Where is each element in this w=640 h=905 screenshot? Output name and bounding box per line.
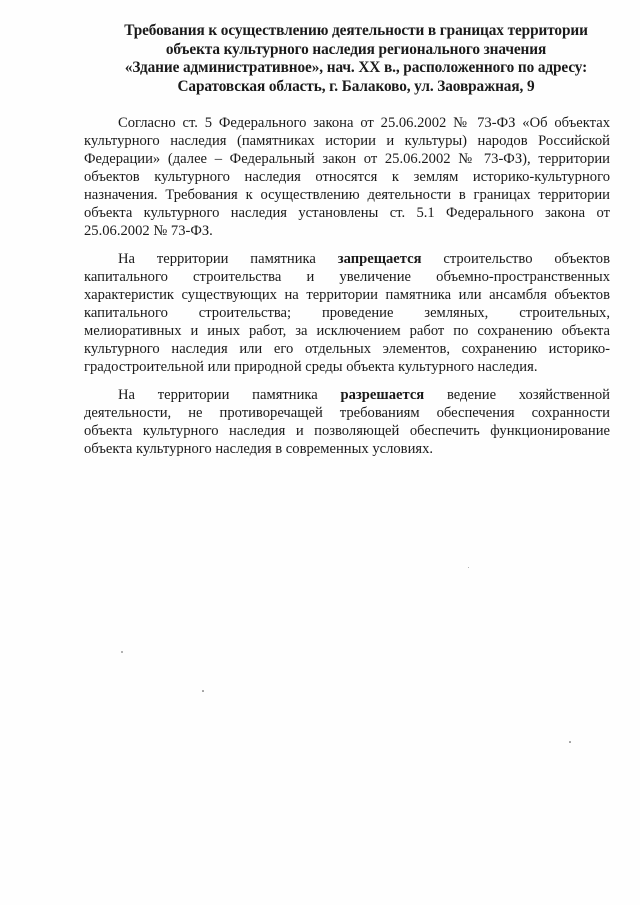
text-span: На территории памятника (118, 387, 318, 403)
text-span: строительство объектов (443, 251, 610, 267)
text-span: ведение хозяйственной (446, 387, 610, 403)
paragraph-line (84, 386, 610, 404)
permitted-keyword: разрешается (340, 387, 425, 403)
title-line: объекта культурного наследия регионального значения (165, 40, 547, 58)
paragraph-line: объекта культурного наследия установлены ст. 5.1 Федерального закона от (84, 205, 610, 221)
paragraph-legal-basis (84, 114, 610, 240)
paragraph-line: Федерации» (далее – Федеральный закон от 25.06.2002 № 73-ФЗ), территории (84, 151, 610, 167)
title-line: Саратовская область, г. Балаково, ул. Заовражная, 9 (177, 77, 535, 95)
document-title (95, 22, 617, 96)
paragraph-line: 25.06.2002 № 73-ФЗ. (84, 223, 213, 239)
title-line: «Здание административное», нач. XX в., расположенного по адресу: (124, 59, 588, 76)
paragraph-line: градостроительной или природной среды объекта культурного наследия. (84, 359, 538, 375)
paragraph-line: Согласно ст. 5 Федерального закона от 25.06.2002 № 73-ФЗ «Об объектах (118, 115, 610, 131)
title-line: Требования к осуществлению деятельности в границах территории (124, 22, 588, 39)
paragraph-line: мелиоративных и иных работ, за исключением работ по сохранению объекта (84, 323, 610, 339)
paragraph-line: объектов культурного наследия относятся к землям историко-культурного (84, 169, 610, 185)
paragraph-prohibited (84, 250, 610, 376)
scan-speck (202, 690, 204, 692)
text-span: На территории памятника (118, 251, 316, 267)
paragraph-line: капитального строительства; проведение земляных, строительных, (84, 305, 610, 321)
paragraph-line: объекта культурного наследия и позволяющей обеспечить функционирование (84, 423, 610, 439)
paragraph-line: культурного наследия или его отдельных элементов, сохранению историко- (84, 341, 610, 357)
paragraph-line: капитального строительства и увеличение объемно-пространственных (84, 269, 610, 285)
paragraph-line: объекта культурного наследия в современных условиях. (84, 441, 434, 457)
paragraph-line: характеристик существующих на территории памятника или ансамбля объектов (84, 287, 610, 303)
paragraph-line: назначения. Требования к осуществлению деятельности в границах территории (84, 187, 610, 203)
paragraph-line: деятельности, не противоречащей требованиям обеспечения сохранности (84, 405, 610, 421)
scan-speck (569, 741, 571, 743)
prohibited-keyword: запрещается (337, 251, 422, 267)
scan-speck (121, 651, 123, 653)
scan-speck (468, 567, 469, 568)
paragraph-line (84, 250, 610, 268)
paragraph-permitted (84, 386, 610, 458)
paragraph-line: культурного наследия (памятниках истории и культуры) народов Российской (84, 133, 610, 149)
